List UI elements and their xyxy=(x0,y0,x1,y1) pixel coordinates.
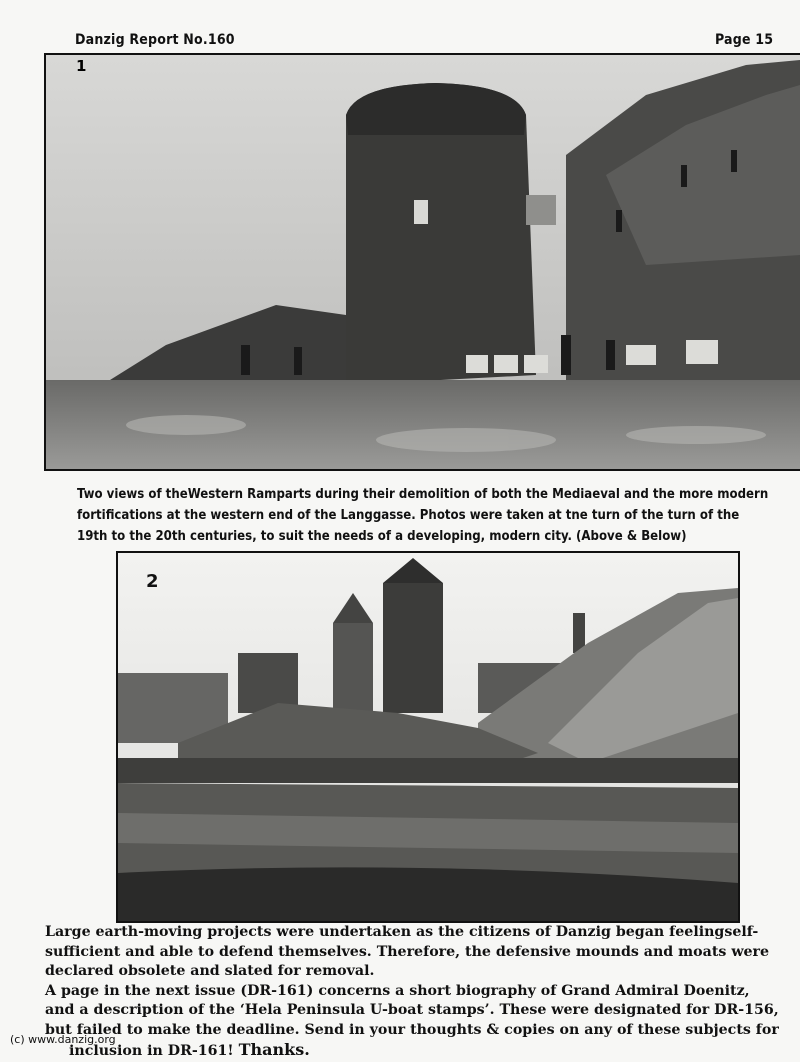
photo-ramparts-tower xyxy=(44,53,800,471)
thanks-text: Thanks. xyxy=(238,1040,310,1059)
article-last-line-text: inclusion in DR-161! xyxy=(69,1043,234,1059)
caption-line: 19th to the 20th centuries, to suit the needs of a developing, modern city. (Above & Below) xyxy=(77,529,687,544)
photo-number: 1 xyxy=(76,57,87,75)
photo-number: 2 xyxy=(146,571,159,592)
caption-line: fortifications at the western end of the Langgasse. Photos were taken at tne turn of the turn of the xyxy=(77,508,740,523)
article-last-line xyxy=(45,1040,795,1062)
caption-line: Two views of theWestern Ramparts during their demolition of both the Mediaeval and the more modern xyxy=(77,487,769,502)
article-text xyxy=(45,923,795,1062)
article-line: but failed to make the deadline. Send in your thoughts & copies on any of these subjects for xyxy=(45,1021,779,1038)
website-credit: (c) www.danzig.org xyxy=(10,1033,116,1046)
article-line: sufficient and able to defend themselves. Therefore, the defensive mounds and moats were xyxy=(45,943,770,960)
article-line: A page in the next issue (DR-161) concerns a short biography of Grand Admiral Doenitz, xyxy=(45,982,750,999)
report-title: Danzig Report No.160 xyxy=(75,32,235,48)
page-number: Page 15 xyxy=(715,32,774,48)
photo-caption xyxy=(77,484,793,547)
article-line: and a description of the ‘Hela Peninsula U-boat stamps’. These were designated for DR-156, xyxy=(45,1002,779,1018)
photo-earth-mounds xyxy=(116,551,740,923)
article-line: declared obsolete and slated for removal. xyxy=(45,963,375,979)
article-line: Large earth-moving projects were undertaken as the citizens of Danzig began feelingself- xyxy=(45,924,759,940)
